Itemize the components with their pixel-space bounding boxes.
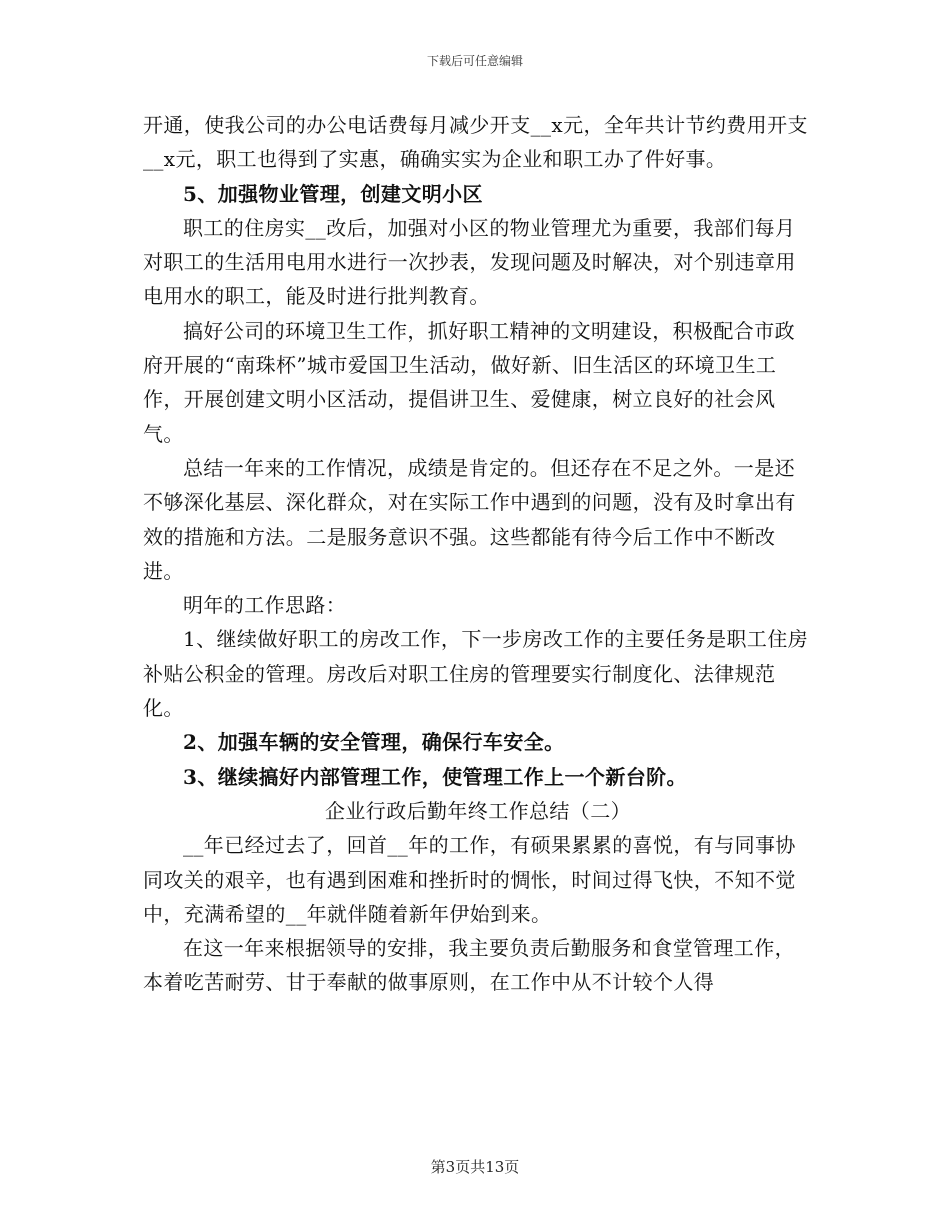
paragraph-environment-hygiene: 搞好公司的环境卫生工作，抓好职工精神的文明建设，积极配合市政府开展的“南珠杯”城市爱国卫生活动，做好新、旧生活区的环境卫生工作，开展创建文明小区活动，提倡讲卫生、爱健康，树立良好的社会风气。 [143,318,795,446]
paragraph-logistics-duties: 在这一年来根据领导的安排，我主要负责后勤服务和食堂管理工作，本着吃苦耐劳、甘于奉献的做事原则，在工作中从不计较个人得 [143,936,795,995]
paragraph-year-review: __年已经过去了，回首__年的工作，有硕果累累的喜悦，有与同事协同攻关的艰辛，也有遇到困难和挫折时的惆怅，时间过得飞快，不知不觉中，充满希望的__年就伴随着新年伊始到来。 [143,833,796,926]
page-footer: 第3页共13页 [430,1158,520,1176]
paragraph-year-summary: 总结一年来的工作情况，成绩是肯定的。但还存在不足之外。一是还不够深化基层、深化群众，对在实际工作中遇到的问题，没有及时拿出有效的措施和方法。二是服务意识不强。这些都能有待今后工作中不断改进。 [143,455,796,583]
paragraph-housing-reform: 职工的住房实__改后，加强对小区的物业管理尤为重要，我部们每月对职工的生活用电用水进行一次抄表，发现问题及时解决，对个别违章用电用水的职工，能及时进行批判教育。 [143,215,796,309]
heading-plan-item-2: 2、加强车辆的安全管理，确保行车安全。 [183,730,565,755]
paragraph-next-year-plan: 明年的工作思路： [183,593,347,618]
section-title: 企业行政后勤年终工作总结（二） [325,798,631,823]
paragraph-phone-savings: 开通，使我公司的办公电话费每月减少开支__x元，全年共计节约费用开支__x元，职工也得到了实惠，确确实实为企业和职工办了件好事。 [143,113,808,172]
heading-plan-item-3: 3、继续搞好内部管理工作，使管理工作上一个新台阶。 [183,764,687,789]
page-header: 下载后可任意编辑 [426,54,523,68]
paragraph-plan-item-1: 1、继续做好职工的房改工作，下一步房改工作的主要任务是职工住房补贴公积金的管理。房改后对职工住房的管理要实行制度化、法律规范化。 [143,627,809,721]
document-body [143,108,813,1000]
heading-property-management: 5、加强物业管理，创建文明小区 [183,181,483,206]
